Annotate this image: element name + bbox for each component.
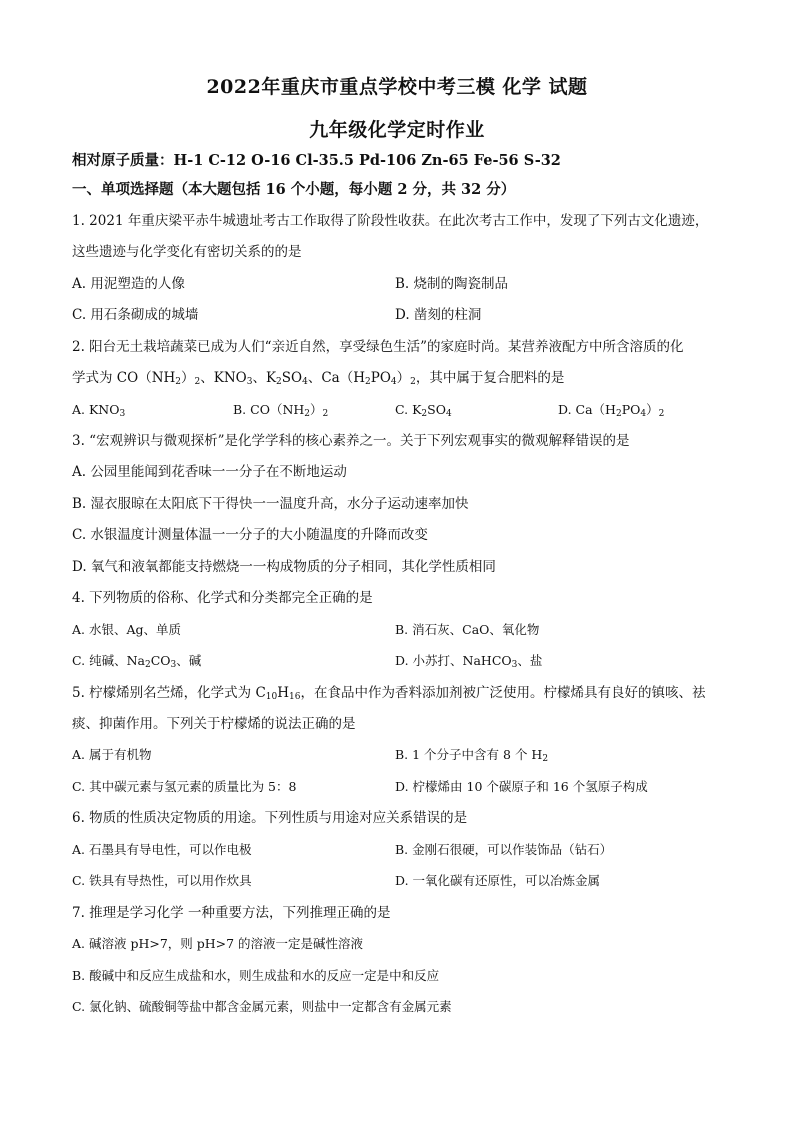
q2-option-d-text: PO [621,402,641,417]
q2-sub: 2 [410,377,416,387]
q2-text: 学式为 CO（NH [72,370,176,386]
q4-option-c-text: CO [150,653,171,668]
q4-option-d-text: 、盐 [517,653,543,668]
q2-text: ，其中属于复合肥料的是 [415,370,565,386]
q2-sub: 3 [246,377,253,387]
q2-sub: 2 [421,409,428,419]
q2-option-d-text: ） [646,402,659,417]
q4-option-b: B. 消石灰、CaO、氧化物 [395,622,540,637]
q2-sub: 2 [276,377,282,387]
q2-sub: 2 [194,377,201,387]
q2-text: 、Ca（H [307,370,365,386]
q2-sub: 2 [365,377,371,387]
q4-sub: 3 [511,660,518,670]
q2-sub: 4 [445,409,452,419]
q1-option-a-text: A. 用泥塑造的人像 [72,276,185,292]
q6-option-b: B. 金刚石很硬，可以作装饰品（钻石） [395,842,613,857]
q3-option-a: A. 公园里能闻到花香味一一分子在不断地运动 [72,464,347,480]
q2-sub: 2 [658,409,665,419]
q2-text: 、K [252,370,277,386]
q5-option-c: C. 其中碳元素与氢元素的质量比为 5：8 [72,779,297,794]
q4-option-d-text: D. 小苏打、NaHCO [395,653,512,668]
q2-stem-line2 [72,368,732,388]
q2-sub: 4 [640,409,647,419]
q1-option-d [395,305,725,325]
q2-option-c-text: SO [427,402,446,417]
q2-option-a-text: A. KNO [72,402,120,417]
q5-text: H [277,685,290,701]
q2-option-d-text: D. Ca（H [558,402,616,417]
q2-text: ） [396,370,411,386]
q2-text: 、KNO [200,370,247,386]
q7-option-c: C. 氯化钠、硫酸铜等盐中都含金属元素，则盐中一定都含有金属元素 [72,999,452,1014]
atomic-masses: 相对原子质量：H-1 C-12 O-16 Cl-35.5 Pd-106 Zn-65 Fe-56 S-32 [72,152,561,169]
q6-option-c: C. 铁具有导热性，可以用作炊具 [72,873,252,888]
q2-option-c-text: C. K [395,402,422,417]
q5-option-b-text: B. 1 个分子中含有 8 个 H [395,747,543,762]
q2-stem-line1: 2. 阳台无土栽培蔬菜已成为人们“亲近自然，享受绿色生活”的家庭时尚。某营养液配方中所含溶质的化 [72,339,684,355]
q6-option-a: A. 石墨具有导电性，可以作电极 [72,842,252,857]
q2-sub: 4 [302,377,308,387]
q2-option-c [395,400,545,420]
q2-sub: 2 [322,409,329,419]
q2-sub: 2 [615,409,622,419]
exam-title: 2022年重庆市重点学校中考三模 化学 试题 [206,76,588,98]
q1-option-d-text: D. 凿刻的柱洞 [395,307,482,323]
q3-stem: 3. “宏观辨识与微观探析”是化学学科的核心素养之一。关于下列宏观事实的微观解释错误的是 [72,433,630,449]
exam-subtitle: 九年级化学定时作业 [309,119,485,141]
q1-option-c-text: C. 用石条砌成的城墙 [72,307,199,323]
q5-option-a: A. 属于有机物 [72,747,152,762]
q5-sub: 16 [289,692,301,702]
q5-text: ，在食品中作为香料添加剂被广泛使用。柠檬烯具有良好的镇咳、祛 [300,685,706,701]
q4-sub: 2 [144,660,151,670]
q2-sub: 2 [175,377,182,387]
q4-option-c-text: 、碱 [176,653,202,668]
q3-option-b: B. 湿衣服晾在太阳底下干得快一一温度升高，水分子运动速率加快 [72,496,469,512]
q2-option-b-text: B. CO（NH [233,402,305,417]
q2-option-b [233,400,383,420]
q2-text: ） [181,370,195,386]
q5-sub: 2 [542,754,549,764]
q4-option-c-text: C. 纯碱、Na [72,653,145,668]
q7-option-a: A. 碱溶液 pH>7，则 pH>7 的溶液一定是碱性溶液 [72,936,364,951]
section-title: 一、单项选择题（本大题包括 16 个小题，每小题 2 分，共 32 分） [72,181,516,198]
q5-option-b [395,745,725,765]
q4-sub: 3 [170,660,177,670]
q5-option-d: D. 柠檬烯由 10 个碳原子和 16 个氢原子构成 [395,779,648,794]
q2-text: SO [281,370,303,386]
q5-sub: 10 [265,692,278,702]
q2-sub: 3 [119,409,126,419]
q2-option-d [558,400,728,420]
q4-stem: 4. 下列物质的俗称、化学式和分类都完全正确的是 [72,590,373,606]
q4-option-d [395,651,725,671]
q4-option-a: A. 水银、Ag、单质 [72,622,182,637]
q2-option-b-text: ） [310,402,323,417]
q6-option-d: D. 一氧化碳有还原性，可以冶炼金属 [395,873,601,888]
q6-stem: 6. 物质的性质决定物质的用途。下列性质与用途对应关系错误的是 [72,810,468,826]
q2-text: PO [370,370,391,386]
q1-stem-line1: 1. 2021 年重庆梁平赤牛城遗址考古工作取得了阶段性收获。在此次考古工作中，发现了下列古文化遗迹， [72,213,709,229]
q7-stem: 7. 推理是学习化学 一种重要方法，下列推理正确的是 [72,905,391,921]
q1-option-b [395,274,725,294]
q3-option-c: C. 水银温度计测量体温一一分子的大小随温度的升降而改变 [72,527,428,543]
q1-option-b-text: B. 烧制的陶瓷制品 [395,276,509,292]
q2-sub: 2 [304,409,311,419]
q7-option-b: B. 酸碱中和反应生成盐和水，则生成盐和水的反应一定是中和反应 [72,968,440,983]
q2-sub: 4 [390,377,397,387]
q5-stem-line1 [72,683,732,703]
q3-option-d: D. 氧气和液氧都能支持燃烧一一构成物质的分子相同，其化学性质相同 [72,559,496,575]
q5-text: 5. 柠檬烯别名苎烯，化学式为 C [72,685,266,701]
q5-stem-line2: 痰、抑菌作用。下列关于柠檬烯的说法正确的是 [72,716,356,732]
q1-stem-line2: 这些遗迹与化学变化有密切关系的的是 [72,244,302,260]
